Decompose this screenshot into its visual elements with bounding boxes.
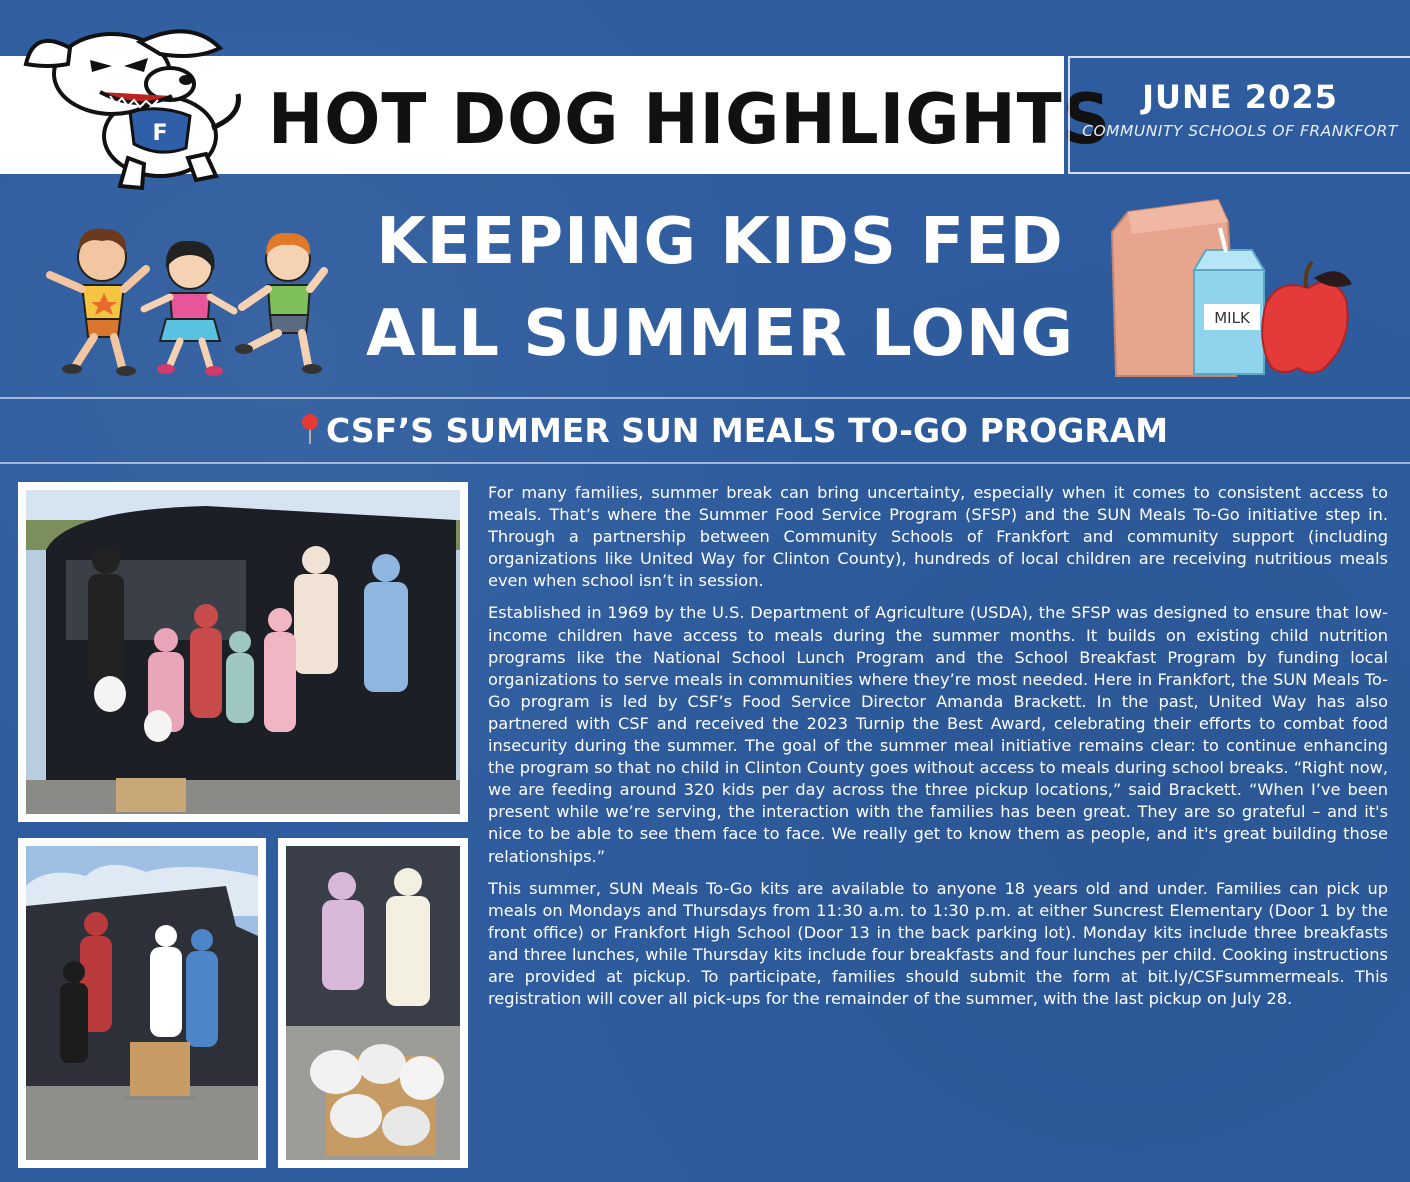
district-name: COMMUNITY SCHOOLS OF FRANKFORT [1082, 122, 1398, 140]
article-paragraph-1: For many families, summer break can bring uncertainty, especially when it comes to consistent access to meals. That’s where the Summer Food Service Program (SFSP) and the SUN Meals To-Go initiative step in. Through a partnership between Community Schools of Frankfort and community support (including organizations like United Way for Clinton County), hundreds of local children are receiving nutritious meals even when school isn’t in session. [488, 483, 1388, 591]
hero-headline [300, 196, 1140, 380]
running-kids-illustration [20, 215, 330, 380]
section-rule-bottom [0, 462, 1410, 464]
photo-volunteers-with-kids [18, 482, 468, 822]
section-heading [300, 406, 1169, 456]
lunch-bag-milk-apple-illustration [1108, 192, 1358, 382]
article-paragraph-3: This summer, SUN Meals To-Go kits are available to anyone 18 years old and under. Families can pick up meals on Mondays and Thursdays from 11:30 a.m. to 1:30 p.m. at either Suncrest Elementary (Door 1 by the front office) or Frankfort High School (Door 13 in the back parking lot). Monday kits include three breakfasts and three lunches, while Thursday kits include four breakfasts and four lunches per child. Cooking instructions are provided at pickup. To participate, families should submit the form at bit.ly/CSFsummermeals. This registration will cover all pick-ups for the remainder of the summer, with the last pickup on July 28. [488, 878, 1388, 1009]
photo-family-pickup [18, 838, 266, 1168]
milk-label: MILK [1214, 309, 1250, 327]
map-pin-icon [300, 410, 320, 444]
hero-headline-line-2: ALL SUMMER LONG [365, 297, 1075, 371]
newsletter-title: HOT DOG HIGHLIGHTS [268, 79, 1112, 160]
hot-dog-mascot-icon [20, 8, 250, 198]
issue-info-box [1068, 56, 1410, 174]
issue-date: JUNE 2025 [1142, 78, 1338, 116]
photo-volunteers-bags [278, 838, 468, 1168]
article-paragraph-2: Established in 1969 by the U.S. Department of Agriculture (USDA), the SFSP was designed to ensure that low-income children have access to meals during the summer months. It builds on existing child nutrition programs like the National School Lunch Program and the School Breakfast Program by funding local organizations to serve meals in communities where they’re most needed. Here in Frankfort, the SUN Meals To-Go program is led by CSF’s Food Service Director Amanda Brackett. In the past, United Way has also partnered with CSF and received the 2023 Turnip the Best Award, celebrating their efforts to combat food insecurity during the summer. The goal of the summer meal initiative remains clear: to continue enhancing the program so that no child in Clinton County goes without access to meals during school breaks. “Right now, we are feeding around 320 kids per day across the three pickup locations,” said Brackett. “When I’ve been present while we’re serving, the interaction with the families has been great. They are so grateful – and it's nice to be able to see them face to face. We really get to know them as people, and it's great building those relationships.” [488, 603, 1388, 866]
svg-text:F: F [152, 121, 168, 146]
section-heading-text: CSF’S SUMMER SUN MEALS TO-GO PROGRAM [326, 411, 1169, 450]
article-body [488, 482, 1388, 1020]
section-rule-top [0, 397, 1410, 399]
hero-headline-line-1: KEEPING KIDS FED [376, 205, 1064, 279]
